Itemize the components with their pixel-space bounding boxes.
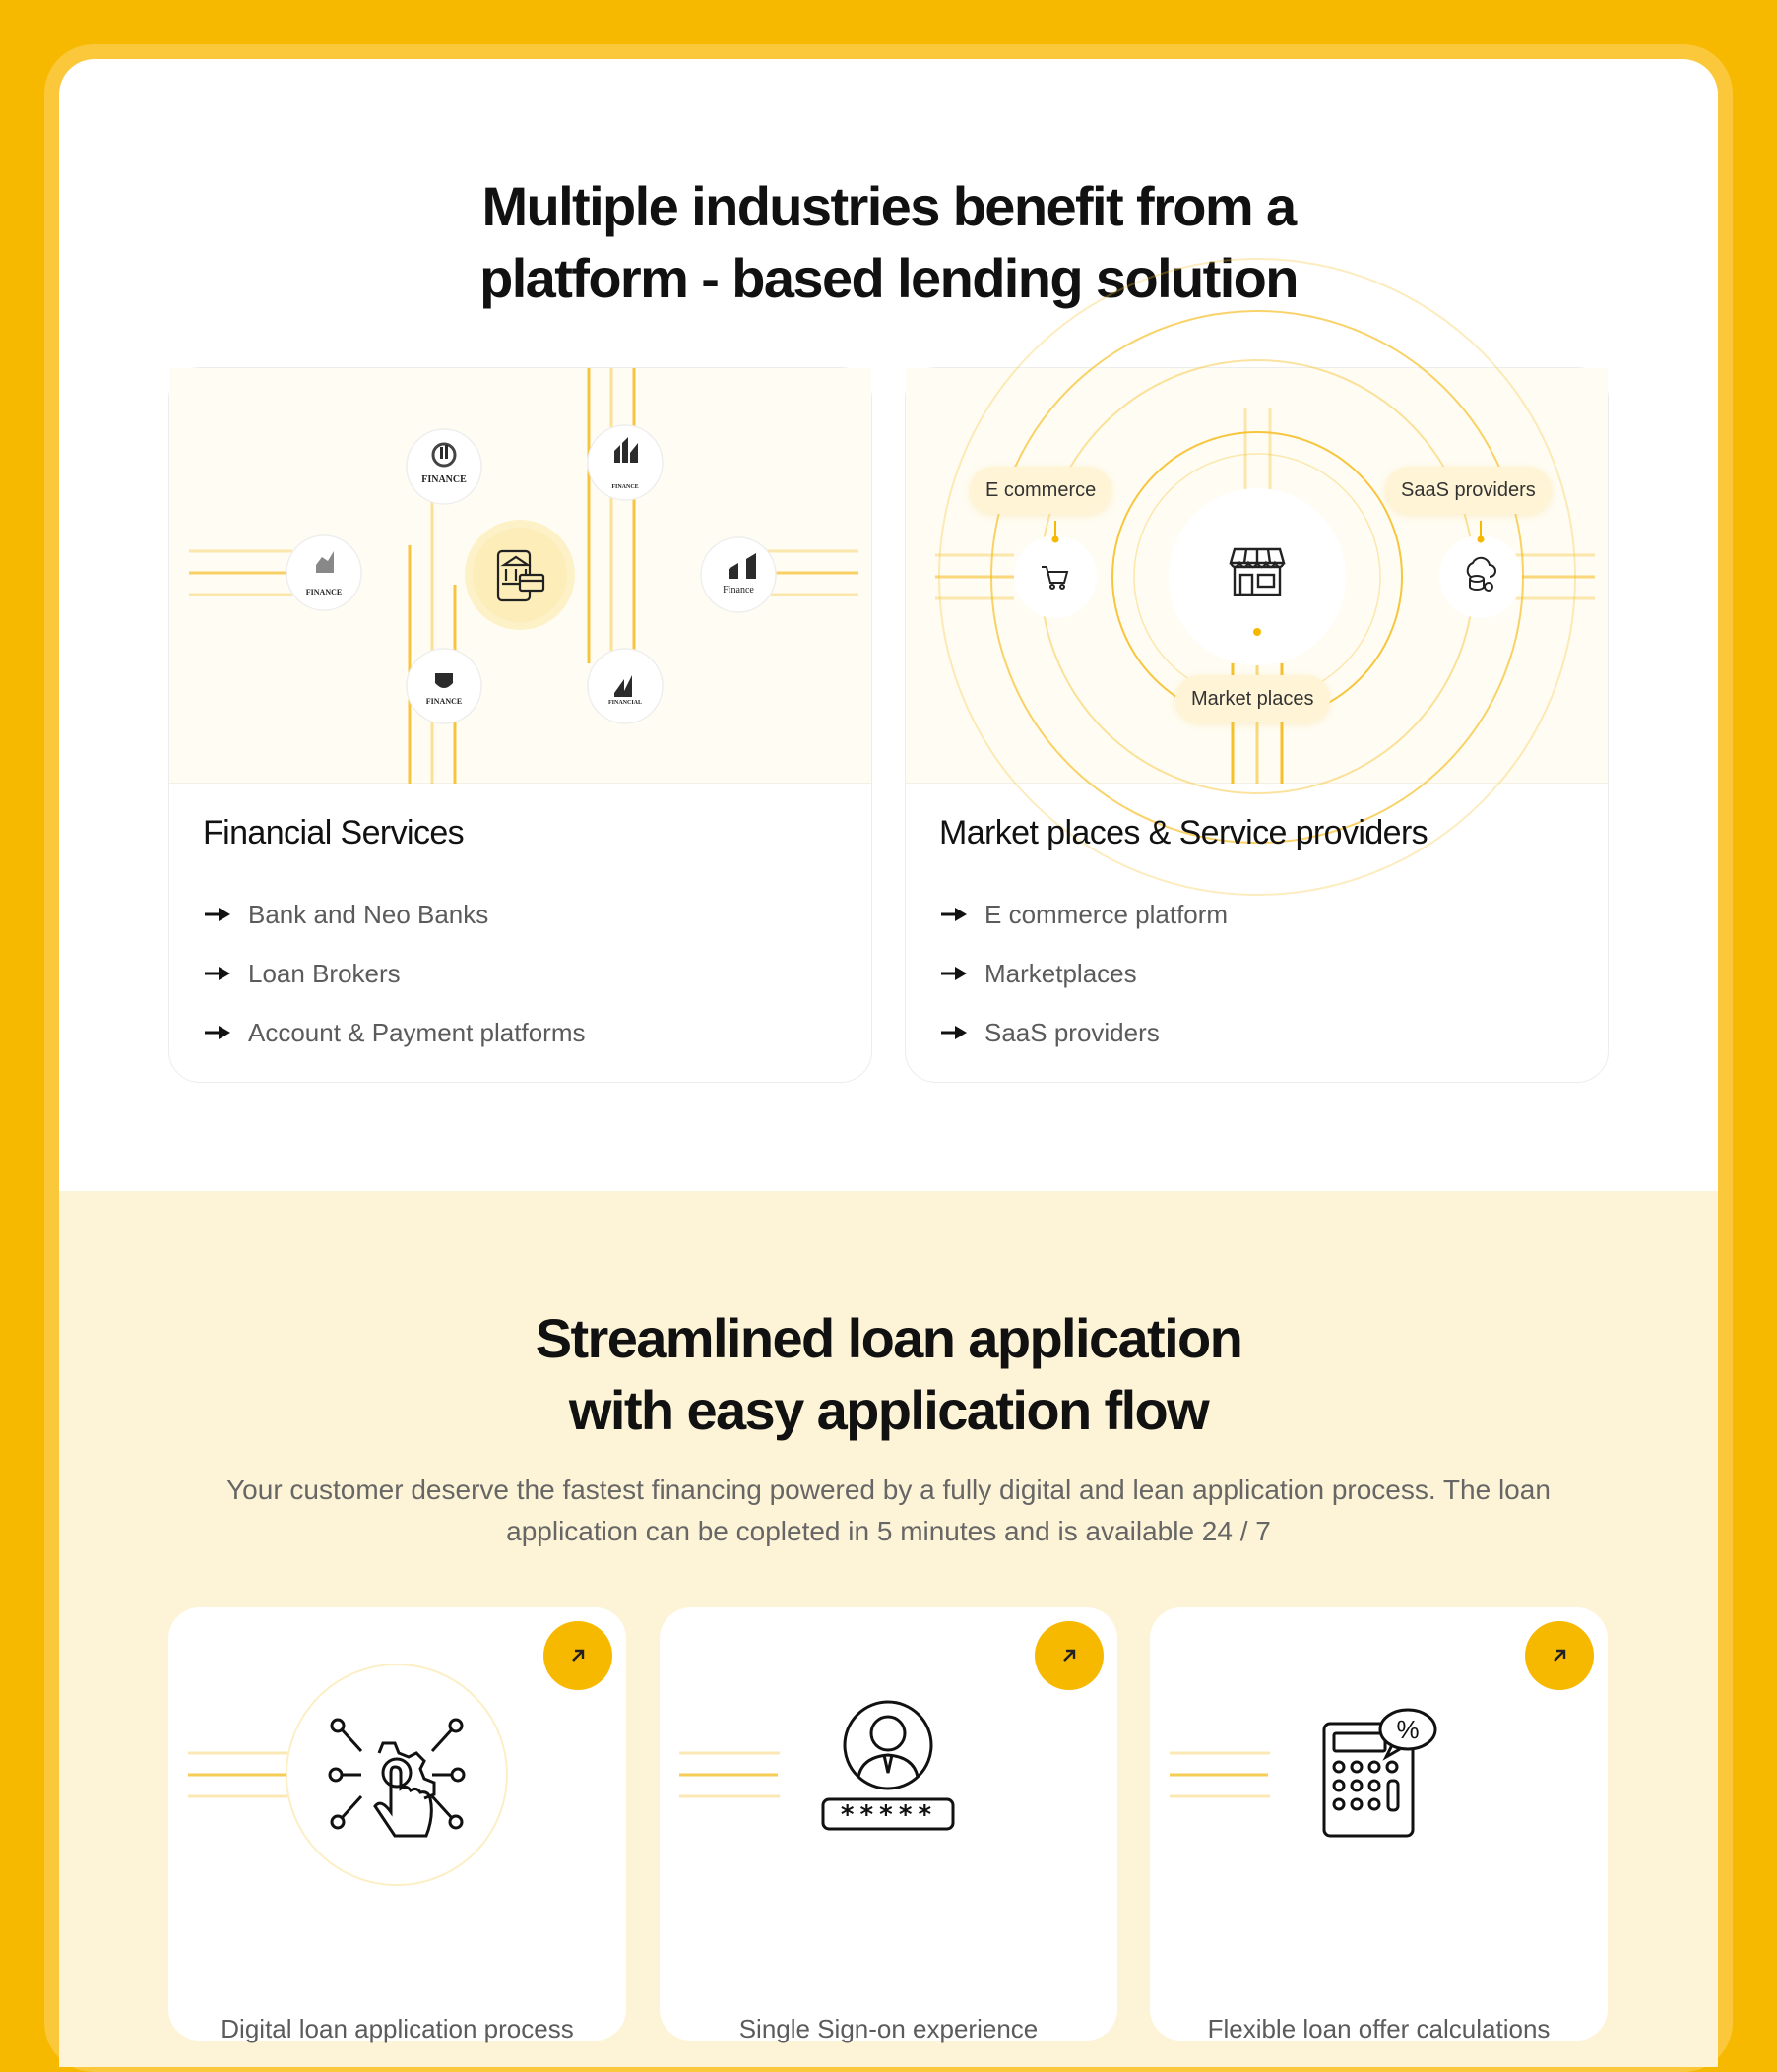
list-item-label: Bank and Neo Banks (248, 899, 489, 929)
saas-providers-pill: SaaS providers (1385, 467, 1552, 514)
arrow-right-icon (203, 1023, 232, 1042)
marketplaces-title: Market places & Service providers (939, 814, 1428, 851)
ecommerce-pill: E commerce (970, 467, 1111, 514)
finance-logo-6-text: FINANCIAL (607, 700, 643, 706)
user-password-icon (660, 1607, 1117, 2041)
calculator-percent-icon (1150, 1607, 1608, 2041)
flow-description: Your customer deserve the fastest financing powered by a fully digital and lean application process. The loan application can be copleted in 5 minutes and is available 24 / 7 (226, 1475, 1551, 1546)
financial-services-list (203, 885, 585, 1062)
list-item-label: Account & Payment platforms (248, 1017, 586, 1047)
flow-heading-line1: Streamlined loan application (535, 1307, 1242, 1369)
industries-heading-line2: platform - based lending solution (479, 247, 1298, 309)
list-item-label: Loan Brokers (248, 958, 401, 988)
arrow-right-icon (203, 905, 232, 924)
flow-heading (59, 1302, 1718, 1446)
touch-network-icon (168, 1607, 626, 2041)
content-panel (59, 59, 1718, 2067)
finance-logo-1-text: FINANCE (421, 474, 467, 485)
list-item (939, 944, 1228, 1003)
feature-label-digital-application: Digital loan application process (221, 2014, 574, 2043)
industries-heading-line1: Multiple industries benefit from a (481, 175, 1296, 237)
flow-heading-line2: with easy application flow (568, 1379, 1209, 1441)
finance-logo-5-text: FINANCE (425, 697, 463, 706)
industries-heading (59, 170, 1718, 314)
finance-logo-4-text: Finance (723, 585, 754, 596)
list-item-label: E commerce platform (984, 899, 1229, 929)
list-item (203, 944, 585, 1003)
feature-card-digital-application[interactable] (168, 1607, 626, 2041)
marketplaces-illustration (906, 368, 1608, 784)
market-places-pill: Market places (1175, 675, 1330, 722)
list-item (203, 885, 585, 944)
financial-services-card[interactable] (168, 367, 872, 1083)
password-mask-text: ***** (839, 1800, 937, 1830)
list-item (939, 885, 1228, 944)
feature-label-loan-calculations: Flexible loan offer calculations (1207, 2014, 1551, 2043)
arrow-right-icon (939, 964, 969, 983)
list-item-label: Marketplaces (984, 958, 1137, 988)
finance-logo-2-text: FINANCE (611, 484, 639, 490)
feature-card-single-sign-on[interactable] (660, 1607, 1117, 2041)
financial-services-illustration (169, 368, 871, 784)
arrow-right-icon (939, 1023, 969, 1042)
marketplaces-card[interactable] (905, 367, 1609, 1083)
arrow-right-icon (203, 964, 232, 983)
marketplaces-list (939, 885, 1228, 1062)
arrow-right-icon (939, 905, 969, 924)
percent-badge-text: % (1396, 1715, 1420, 1744)
feature-label-single-sign-on: Single Sign-on experience (738, 2014, 1039, 2043)
finance-logo-3-text: FINANCE (305, 588, 343, 596)
list-item-label: SaaS providers (984, 1017, 1160, 1047)
list-item (939, 1003, 1228, 1062)
feature-card-loan-calculations[interactable] (1150, 1607, 1608, 2041)
list-item (203, 1003, 585, 1062)
financial-services-title: Financial Services (203, 814, 465, 851)
